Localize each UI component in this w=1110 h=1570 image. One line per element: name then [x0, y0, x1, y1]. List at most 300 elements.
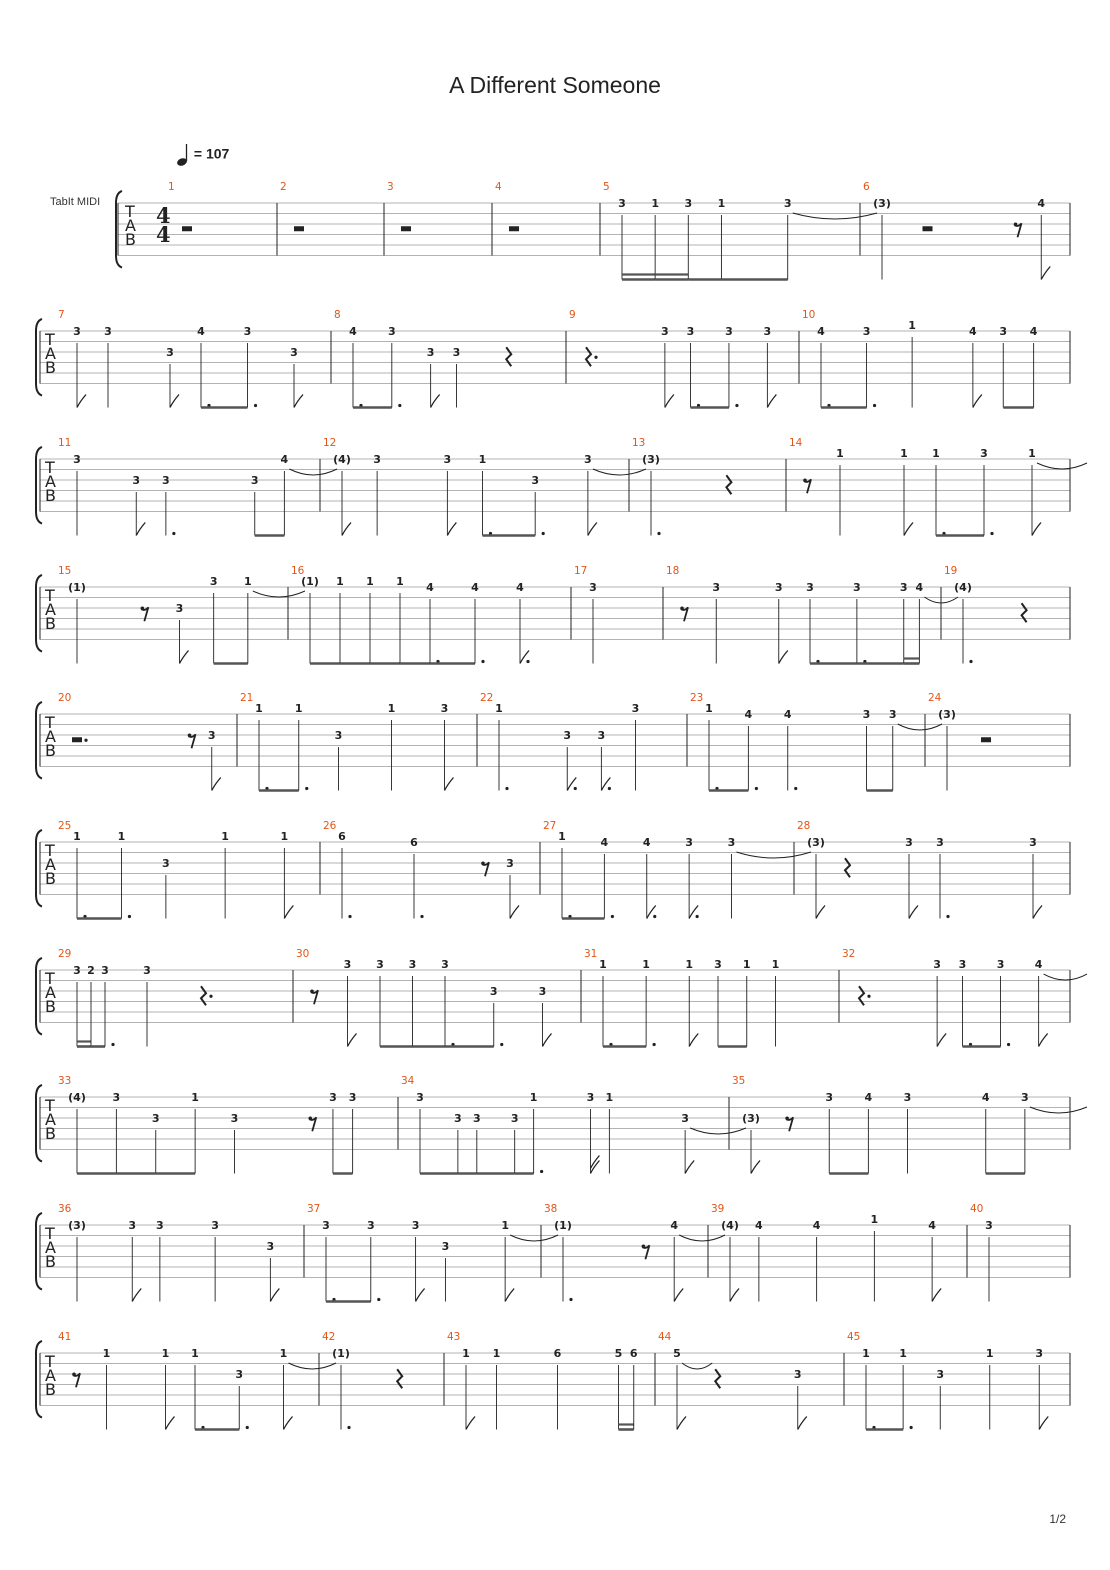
measure-number: 27 [543, 820, 557, 832]
fret-number: 3 [531, 474, 540, 487]
note-flag [689, 1034, 698, 1047]
measure-number: 21 [240, 692, 254, 704]
fret-number: 3 [862, 325, 871, 338]
fret-number: 1 [492, 1347, 501, 1360]
fret-number: 4 [516, 581, 524, 594]
time-signature-digit: 4 [156, 222, 171, 247]
fret-number: 3 [661, 325, 669, 338]
fret-number: 4 [471, 581, 479, 594]
fret-number: 4 [817, 325, 825, 338]
measure-number: 18 [666, 565, 680, 577]
fret-number: 1 [771, 958, 780, 971]
note-flag [1039, 1417, 1048, 1430]
fret-number: 3 [290, 346, 298, 359]
half-rest [509, 226, 519, 231]
fret-number: 3 [132, 474, 141, 487]
fret-number: 1 [255, 702, 263, 715]
note-flag [1032, 523, 1041, 536]
system-bracket [36, 1085, 42, 1162]
fret-number: 1 [117, 830, 126, 843]
measure-number: 35 [732, 1075, 746, 1087]
fret-number: 3 [230, 1112, 239, 1125]
tie-arc [253, 591, 305, 597]
quarter-rest [1022, 603, 1027, 622]
quarter-rest [715, 1369, 720, 1388]
fret-number: 3 [936, 836, 944, 849]
measure-number: 12 [323, 437, 337, 449]
rhythm-dot [657, 532, 660, 535]
fret-number: 3 [452, 346, 461, 359]
tab-clef-letter: B [45, 997, 56, 1016]
eighth-rest-dot [481, 861, 485, 865]
staff-system [36, 309, 1070, 408]
note-flag [932, 1289, 941, 1302]
measure-number: 40 [970, 1203, 984, 1215]
fret-number: (4) [68, 1091, 86, 1104]
fret-number: 3 [441, 1240, 450, 1253]
fret-number: 3 [112, 1091, 121, 1104]
fret-number: (3) [807, 836, 825, 849]
fret-number: 3 [322, 1219, 330, 1232]
fret-number: 3 [376, 958, 384, 971]
fret-number: 3 [538, 985, 547, 998]
system-bracket [36, 702, 42, 779]
fret-number: 2 [87, 964, 95, 977]
fret-number: 3 [958, 958, 967, 971]
rhythm-dot [84, 739, 87, 742]
measure-number: 33 [58, 1075, 72, 1087]
rhythm-dot [608, 787, 611, 790]
tab-clef-letter: T [45, 713, 55, 732]
system-bracket [36, 575, 42, 652]
rhythm-dot [755, 787, 758, 790]
fret-number: 3 [73, 325, 81, 338]
fret-number: 3 [441, 958, 449, 971]
fret-number: 3 [162, 857, 170, 870]
measure-number: 19 [944, 565, 958, 577]
fret-number: 1 [191, 1091, 199, 1104]
note-flag [751, 1161, 760, 1174]
fret-number: 3 [334, 729, 343, 742]
fret-number: 6 [629, 1347, 638, 1360]
eighth-rest-dot [803, 478, 807, 482]
fret-number: 3 [250, 474, 259, 487]
fret-number: 3 [408, 958, 417, 971]
system-bracket [36, 958, 42, 1035]
note-flag [77, 395, 86, 408]
tab-clef-letter: A [45, 855, 56, 874]
measure-number: 15 [58, 565, 72, 577]
note-flag [505, 1289, 514, 1302]
tab-clef-letter: T [45, 458, 55, 477]
quarter-rest [397, 1369, 402, 1388]
measure-number: 34 [401, 1075, 415, 1087]
rhythm-dot [347, 1426, 350, 1429]
fret-number: 4 [426, 581, 434, 594]
fret-number: 3 [426, 346, 435, 359]
score-title: A Different Someone [449, 72, 661, 98]
fret-number: 3 [825, 1091, 834, 1104]
fret-number: 3 [806, 581, 814, 594]
fret-number: 4 [1034, 958, 1043, 971]
fret-number: 3 [783, 197, 792, 210]
eighth-rest-dot [1014, 222, 1018, 226]
fret-number: 3 [373, 453, 381, 466]
measure-number: 8 [334, 309, 341, 321]
fret-number: 3 [454, 1112, 462, 1125]
rhythm-dot [946, 915, 949, 918]
measure-number: 43 [447, 1331, 461, 1343]
measure-number: 25 [58, 820, 72, 832]
tab-clef-letter: B [45, 486, 56, 505]
fret-number: 3 [903, 1091, 912, 1104]
system-bracket [116, 191, 122, 268]
fret-number: 1 [366, 575, 374, 588]
fret-number: 1 [495, 702, 503, 715]
fret-number: 4 [744, 708, 753, 721]
fret-number: 3 [104, 325, 112, 338]
tab-clef-letter: A [45, 983, 56, 1002]
measure-number: 13 [632, 437, 646, 449]
fret-number: 3 [899, 581, 908, 594]
tab-clef-letter: T [45, 841, 55, 860]
note-flag [170, 395, 179, 408]
note-flag [973, 395, 982, 408]
staff-system [36, 1331, 1070, 1430]
tab-clef-letter: A [45, 600, 56, 619]
note-flag [445, 778, 454, 791]
rhythm-dot [611, 915, 614, 918]
fret-number: 3 [763, 325, 772, 338]
note-flag [348, 1034, 357, 1047]
note-flag [166, 1417, 175, 1430]
rhythm-dot [348, 915, 351, 918]
fret-number: 1 [899, 1347, 907, 1360]
fret-number: 3 [996, 958, 1005, 971]
tab-clef-letter: B [45, 1124, 56, 1143]
fret-number: (3) [642, 453, 660, 466]
measure-number: 36 [58, 1203, 72, 1215]
staff-system [36, 1203, 1070, 1302]
tab-clef-letter: B [45, 1380, 56, 1399]
system-bracket [36, 319, 42, 396]
measure-number: 26 [323, 820, 337, 832]
fret-number: 3 [128, 1219, 137, 1232]
note-flag [284, 906, 293, 919]
half-rest [401, 226, 411, 231]
fret-number: 3 [712, 581, 721, 594]
fret-number: 1 [529, 1091, 538, 1104]
fret-number: 3 [681, 1112, 689, 1125]
tempo-value: = 107 [193, 145, 230, 162]
fret-number: 4 [1029, 325, 1038, 338]
measure-number: 6 [863, 181, 870, 193]
fret-number: 3 [1035, 1347, 1044, 1360]
note-flag [665, 395, 674, 408]
tab-clef-letter: B [125, 230, 136, 249]
staff-system [36, 820, 1070, 919]
rhythm-dot [526, 660, 529, 663]
fret-number: 4 [642, 836, 651, 849]
fret-number: 1 [336, 575, 344, 588]
note-flag [270, 1289, 279, 1302]
measure-number: 20 [58, 692, 72, 704]
fret-number: 3 [348, 1091, 357, 1104]
fret-number: 1 [161, 1347, 170, 1360]
note-flag [136, 523, 145, 536]
note-flag [816, 906, 825, 919]
tab-clef-letter: T [45, 1224, 55, 1243]
fret-number: 3 [1029, 836, 1037, 849]
fret-number: 3 [905, 836, 913, 849]
fret-number: 3 [175, 602, 184, 615]
fret-number: 1 [280, 830, 289, 843]
fret-number: 4 [755, 1219, 763, 1232]
fret-number: 4 [969, 325, 977, 338]
tab-clef-letter: B [45, 1252, 56, 1271]
rhythm-dot [540, 1170, 543, 1173]
fret-number: 3 [725, 325, 733, 338]
rhythm-dot [594, 356, 597, 359]
fret-number: 3 [685, 836, 693, 849]
fret-number: 3 [510, 1112, 519, 1125]
fret-number: 3 [933, 958, 941, 971]
fret-number: 1 [1028, 447, 1036, 460]
staff-system [36, 565, 1070, 664]
rhythm-dot [969, 660, 972, 663]
fret-number: 3 [853, 581, 861, 594]
half-rest [72, 737, 82, 742]
fret-number: 4 [915, 581, 924, 594]
note-flag [798, 1417, 807, 1430]
note-flag [466, 1417, 475, 1430]
fret-number: 3 [343, 958, 352, 971]
note-flag [132, 1289, 141, 1302]
fret-number: 3 [489, 985, 498, 998]
fret-number: 3 [563, 729, 572, 742]
quarter-rest [506, 347, 511, 366]
fret-number: 6 [410, 836, 418, 849]
fret-number: 1 [717, 197, 726, 210]
eighth-rest-dot [785, 1116, 789, 1120]
half-rest [182, 226, 192, 231]
measure-number: 17 [574, 565, 588, 577]
tab-clef-letter: A [45, 1110, 56, 1129]
note-flag [294, 395, 303, 408]
time-signature-digit: 4 [156, 203, 171, 228]
fret-number: 6 [553, 1347, 562, 1360]
measure-number: 45 [847, 1331, 861, 1343]
fret-number: 3 [235, 1368, 244, 1381]
fret-number: 3 [411, 1219, 420, 1232]
fret-number: 1 [908, 319, 916, 332]
note-flag [212, 778, 221, 791]
measure-number: 7 [58, 309, 65, 321]
staff-system [36, 948, 1087, 1047]
rhythm-dot [246, 1426, 249, 1429]
fret-number: 3 [586, 1091, 595, 1104]
measure-number: 44 [658, 1331, 672, 1343]
fret-number: 4 [280, 453, 289, 466]
measure-number: 1 [168, 181, 175, 193]
measure-number: 29 [58, 948, 72, 960]
rhythm-dot [209, 995, 212, 998]
tab-clef-letter: A [45, 344, 56, 363]
eighth-rest-dot [72, 1372, 76, 1376]
quarter-rest [845, 858, 850, 877]
rhythm-dot [910, 1426, 913, 1429]
note-flag [431, 395, 440, 408]
fret-number: (1) [301, 575, 319, 588]
note-flag [677, 1417, 686, 1430]
fret-number: 1 [462, 1347, 470, 1360]
fret-number: 1 [642, 958, 650, 971]
fret-number: 1 [221, 830, 229, 843]
measure-number: 16 [291, 565, 305, 577]
note-flag [342, 523, 351, 536]
measure-number: 32 [842, 948, 856, 960]
note-flag [937, 1034, 946, 1047]
fret-number: 3 [211, 1219, 219, 1232]
note-flag [447, 523, 456, 536]
note-flag [730, 1289, 739, 1302]
measure-number: 28 [797, 820, 811, 832]
fret-number: 3 [156, 1219, 164, 1232]
rhythm-dot [398, 404, 401, 407]
fret-number: 4 [1037, 197, 1046, 210]
measure-number: 9 [569, 309, 576, 321]
measure-number: 11 [58, 437, 72, 449]
fret-number: 3 [888, 708, 897, 721]
fret-number: 1 [558, 830, 566, 843]
note-flag [1039, 1034, 1048, 1047]
fret-number: 3 [73, 453, 81, 466]
eighth-rest-dot [680, 606, 684, 610]
fret-number: 1 [294, 702, 303, 715]
rhythm-dot [420, 915, 423, 918]
fret-number: 1 [478, 453, 487, 466]
fret-number: 3 [862, 708, 871, 721]
rhythm-dot [735, 404, 738, 407]
note-flag [904, 523, 913, 536]
fret-number: 3 [329, 1091, 337, 1104]
rhythm-dot [569, 1298, 572, 1301]
tab-clef-letter: A [45, 472, 56, 491]
tie-arc [1044, 974, 1087, 980]
half-rest [294, 226, 304, 231]
tie-arc [737, 852, 812, 858]
note-flag [510, 906, 519, 919]
fret-number: 4 [783, 708, 792, 721]
staff-system [36, 1075, 1087, 1174]
staff-system [116, 181, 1070, 280]
tab-clef-letter: T [45, 1096, 55, 1115]
rhythm-dot [653, 915, 656, 918]
fret-number: (4) [333, 453, 351, 466]
note-flag [284, 1417, 293, 1430]
rhythm-dot [254, 404, 257, 407]
staff-system [36, 692, 1070, 791]
tab-clef-letter: T [45, 330, 55, 349]
system-bracket [36, 830, 42, 907]
tab-clef-letter: B [45, 614, 56, 633]
rhythm-dot [653, 1043, 656, 1046]
fret-number: 3 [366, 1219, 375, 1232]
rhythm-dot [542, 532, 545, 535]
fret-number: 3 [597, 729, 606, 742]
fret-number: 3 [985, 1219, 993, 1232]
fret-number: 3 [387, 325, 396, 338]
fret-number: 3 [618, 197, 626, 210]
note-flag [588, 523, 597, 536]
tab-clef-letter: B [45, 869, 56, 888]
fret-number: 3 [686, 325, 695, 338]
fret-number: 1 [102, 1347, 111, 1360]
measure-number: 30 [296, 948, 310, 960]
fret-number: 1 [705, 702, 713, 715]
fret-number: 3 [774, 581, 783, 594]
fret-number: 1 [742, 958, 751, 971]
fret-number: 3 [793, 1368, 802, 1381]
fret-number: (3) [68, 1219, 86, 1232]
fret-number: 3 [1021, 1091, 1029, 1104]
fret-number: 3 [584, 453, 592, 466]
fret-number: 4 [197, 325, 205, 338]
fret-number: (3) [742, 1112, 760, 1125]
tab-clef-letter: A [45, 1366, 56, 1385]
fret-number: 3 [999, 325, 1008, 338]
eighth-rest-dot [308, 1116, 312, 1120]
note-flag [779, 651, 788, 664]
fret-number: 3 [684, 197, 693, 210]
measure-number: 41 [58, 1331, 72, 1343]
fret-number: 3 [207, 729, 216, 742]
rhythm-dot [574, 787, 577, 790]
measure-number: 31 [584, 948, 598, 960]
tab-clef-letter: A [45, 727, 56, 746]
measure-number: 3 [387, 181, 394, 193]
fret-number: 4 [864, 1091, 873, 1104]
fret-number: 4 [928, 1219, 936, 1232]
fret-number: 3 [440, 702, 449, 715]
rhythm-dot [481, 660, 484, 663]
note-flag [180, 651, 189, 664]
fret-number: 4 [349, 325, 357, 338]
rhythm-dot [794, 787, 797, 790]
fret-number: 1 [870, 1213, 879, 1226]
tie-arc [1037, 463, 1087, 469]
fret-number: (4) [954, 581, 972, 594]
tab-clef-letter: T [45, 1352, 55, 1371]
fret-number: 4 [981, 1091, 990, 1104]
note-flag [767, 395, 776, 408]
fret-number: 4 [812, 1219, 821, 1232]
fret-number: (1) [554, 1219, 572, 1232]
fret-number: 3 [243, 325, 252, 338]
quarter-rest [859, 986, 864, 1005]
fret-number: 3 [73, 964, 81, 977]
rhythm-dot [305, 787, 308, 790]
fret-number: 3 [266, 1240, 275, 1253]
measure-number: 14 [789, 437, 803, 449]
fret-number: 1 [387, 702, 396, 715]
fret-number: 3 [714, 958, 722, 971]
measure-number: 2 [280, 181, 287, 193]
eighth-rest-dot [188, 733, 192, 737]
fret-number: (3) [873, 197, 891, 210]
note-flag [543, 1034, 552, 1047]
note-flag [1041, 267, 1050, 280]
